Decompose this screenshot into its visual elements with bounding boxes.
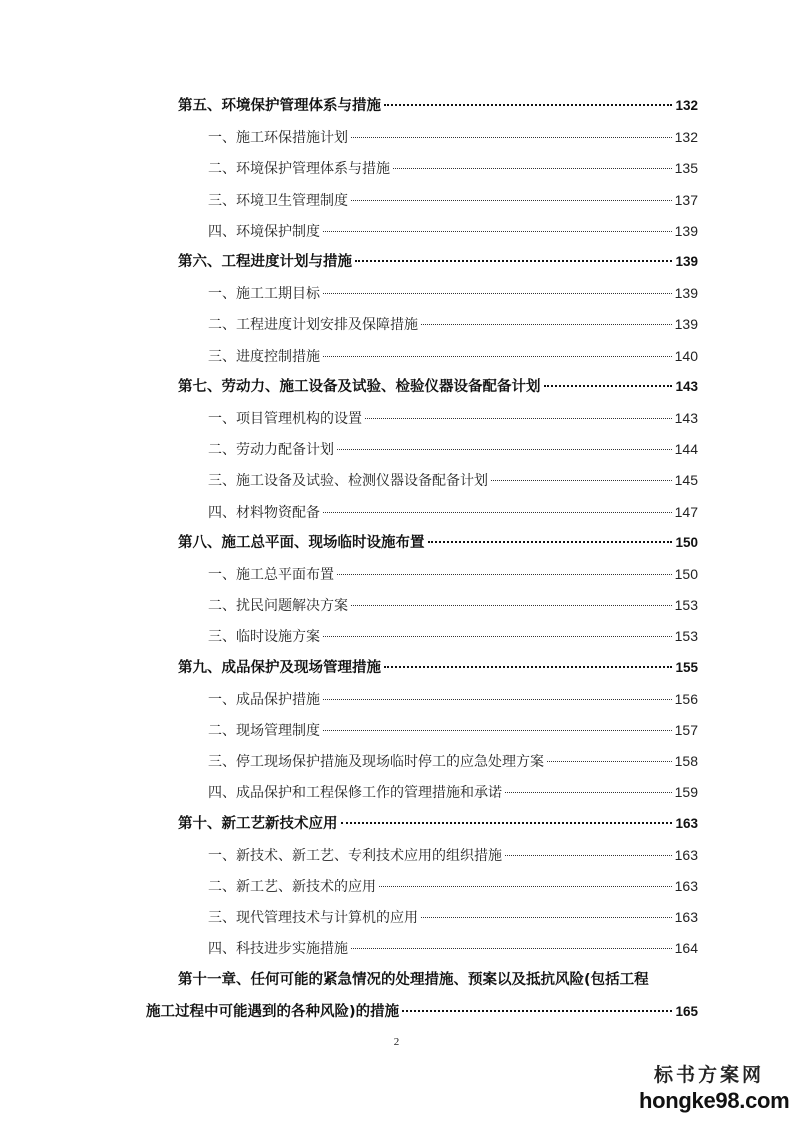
toc-entry-page: 163: [674, 909, 698, 926]
toc-section-entry[interactable]: [208, 594, 698, 616]
dot-leader: [365, 418, 672, 419]
toc-entry-label: 四、科技进步实施措施: [208, 941, 348, 958]
toc-entry-label: 二、扰民问题解决方案: [208, 598, 348, 615]
toc-section-entry[interactable]: [208, 501, 698, 523]
toc-entry-label: 第六、工程进度计划与措施: [178, 254, 352, 270]
toc-entry-label: 三、进度控制措施: [208, 348, 320, 365]
toc-entry-page: 155: [675, 659, 698, 675]
toc-entry-label: 二、劳动力配备计划: [208, 442, 334, 459]
toc-entry-page: 165: [675, 1003, 698, 1019]
dot-leader: [323, 293, 672, 294]
toc-section-entry[interactable]: [208, 937, 698, 959]
dot-leader: [384, 666, 672, 668]
toc-section-entry[interactable]: [208, 313, 698, 335]
toc-entry-label: 第五、环境保护管理体系与措施: [178, 98, 381, 114]
toc-entry-page: 139: [674, 316, 698, 333]
toc-chapter-11-title-line2: [146, 1001, 698, 1023]
toc-entry-label: 第七、劳动力、施工设备及试验、检验仪器设备配备计划: [178, 378, 541, 395]
watermark-title: 标书方案网: [653, 1064, 764, 1086]
dot-leader: [379, 886, 672, 887]
toc-section-entry[interactable]: [208, 875, 698, 897]
toc-entry-label: 二、新工艺、新技术的应用: [208, 879, 376, 895]
toc-section-entry[interactable]: [208, 282, 698, 304]
toc-section-entry[interactable]: [208, 157, 698, 179]
page-number: 2: [393, 1036, 400, 1048]
toc-entry-label: 一、施工工期目标: [208, 286, 320, 303]
toc-entry-page: 157: [674, 722, 698, 738]
dot-leader: [505, 855, 672, 856]
toc-chapter-entry[interactable]: [178, 376, 698, 398]
toc-section-entry[interactable]: [208, 719, 698, 741]
dot-leader: [323, 356, 672, 357]
toc-chapter-entry[interactable]: [178, 251, 698, 273]
dot-leader: [351, 137, 672, 138]
toc-entry-label: 一、新技术、新工艺、专利技术应用的组织措施: [208, 847, 502, 864]
toc-entry-page: 139: [674, 285, 698, 302]
dot-leader: [402, 1010, 672, 1012]
toc-chapter-entry[interactable]: [178, 532, 698, 554]
toc-chapter-entry[interactable]: [178, 813, 698, 835]
toc-entry-label: 四、成品保护和工程保修工作的管理措施和承诺: [208, 785, 502, 802]
toc-entry-page: 164: [674, 940, 698, 957]
dot-leader: [355, 260, 672, 262]
dot-leader: [421, 324, 672, 325]
toc-entry-label: 三、临时设施方案: [208, 629, 320, 646]
toc-section-entry[interactable]: [208, 781, 698, 803]
toc-section-entry[interactable]: [208, 906, 698, 928]
toc-entry-page: 132: [674, 129, 698, 146]
dot-leader: [337, 574, 672, 575]
toc-chapter-11-title-line1: 第十一章、任何可能的紧急情况的处理措施、预案以及抵抗风险(包括工程: [178, 971, 649, 988]
toc-entry-page: 158: [674, 753, 698, 770]
toc-section-entry[interactable]: [208, 469, 698, 491]
dot-leader: [341, 822, 673, 824]
dot-leader: [351, 605, 672, 606]
dot-leader: [544, 385, 673, 387]
toc-section-entry[interactable]: [208, 688, 698, 710]
toc-entry-label: 一、施工环保措施计划: [208, 130, 348, 147]
toc-chapter-entry[interactable]: [178, 657, 698, 679]
toc-section-entry[interactable]: [208, 126, 698, 148]
watermark-logo: [639, 1062, 790, 1114]
dot-leader: [384, 104, 672, 106]
toc-entry-label: 三、停工现场保护措施及现场临时停工的应急处理方案: [208, 754, 544, 771]
toc-entry-page: 137: [674, 191, 698, 208]
toc-entry-page: 163: [674, 878, 698, 894]
toc-entry-label: 三、施工设备及试验、检测仪器设备配备计划: [208, 473, 488, 490]
dot-leader: [323, 730, 672, 731]
toc-entry-label: 第九、成品保护及现场管理措施: [178, 659, 381, 676]
toc-entry-label: 三、现代管理技术与计算机的应用: [208, 910, 418, 927]
toc-entry-page: 145: [674, 472, 698, 489]
toc-section-entry[interactable]: [208, 750, 698, 772]
toc-entry-page: 150: [674, 566, 698, 582]
toc-entry-page: 153: [674, 628, 698, 645]
watermark-url: hongke98.com: [639, 1088, 790, 1113]
dot-leader: [491, 480, 672, 481]
toc-entry-page: 150: [675, 534, 698, 550]
toc-entry-page: 140: [674, 347, 698, 364]
dot-leader: [393, 168, 672, 169]
dot-leader: [351, 948, 672, 949]
dot-leader: [421, 917, 672, 918]
toc-entry-label: 四、环境保护制度: [208, 223, 320, 240]
toc-entry-label: 一、成品保护措施: [208, 691, 320, 708]
toc-entry-page: 156: [674, 690, 698, 707]
dot-leader: [351, 200, 672, 201]
toc-entry-page: 159: [674, 784, 698, 801]
toc-entry-page: 132: [675, 98, 698, 113]
toc-section-entry[interactable]: [208, 625, 698, 647]
toc-entry-label: 一、项目管理机构的设置: [208, 411, 362, 427]
toc-entry-page: 143: [675, 378, 698, 394]
toc-section-entry[interactable]: [208, 220, 698, 242]
toc-entry-label: 二、现场管理制度: [208, 723, 320, 739]
toc-entry-label: 四、材料物资配备: [208, 504, 320, 521]
dot-leader: [428, 541, 673, 543]
toc-entry-page: 144: [674, 441, 698, 458]
toc-entry-page: 139: [675, 254, 698, 269]
toc-section-entry[interactable]: [208, 438, 698, 460]
toc-entry-label: 第八、施工总平面、现场临时设施布置: [178, 534, 425, 551]
toc-entry-page: 139: [674, 222, 698, 239]
dot-leader: [505, 792, 672, 793]
dot-leader: [547, 761, 672, 762]
toc-entry-label: 二、环境保护管理体系与措施: [208, 161, 390, 178]
toc-entry-page: 147: [674, 503, 698, 520]
toc-section-entry[interactable]: [208, 189, 698, 211]
toc-entry-label: 一、施工总平面布置: [208, 567, 334, 583]
toc-entry-label: 三、环境卫生管理制度: [208, 192, 348, 209]
toc-chapter-entry[interactable]: [178, 95, 698, 117]
toc-section-entry[interactable]: [208, 407, 698, 429]
toc-entry-label: 第十、新工艺新技术应用: [178, 815, 338, 832]
toc-entry-label: 施工过程中可能遇到的各种风险)的措施: [146, 1003, 400, 1020]
toc-section-entry[interactable]: [208, 345, 698, 367]
toc-entry-page: 135: [674, 160, 698, 177]
toc-entry-label: 二、工程进度计划安排及保障措施: [208, 317, 418, 334]
toc-entry-page: 163: [675, 815, 698, 831]
toc-entry-page: 153: [674, 597, 698, 614]
toc-entry-page: 163: [674, 846, 698, 863]
toc-section-entry[interactable]: [208, 844, 698, 866]
dot-leader: [323, 231, 672, 232]
dot-leader: [323, 699, 672, 700]
dot-leader: [337, 449, 672, 450]
toc-section-entry[interactable]: [208, 563, 698, 585]
dot-leader: [323, 636, 672, 637]
dot-leader: [323, 512, 672, 513]
toc-entry-page: 143: [674, 410, 698, 426]
